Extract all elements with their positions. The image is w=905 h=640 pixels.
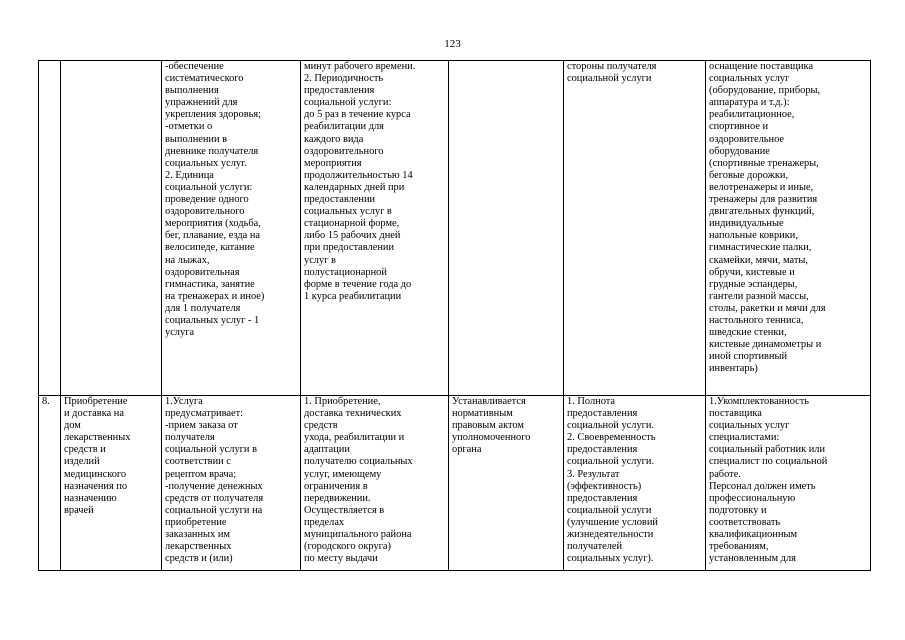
cell-text-line: Приобретение	[64, 396, 128, 407]
cell-text-line: 2. Периодичность	[304, 73, 384, 85]
cell-service-terms	[301, 396, 449, 571]
cell-text-line: 1.Услуга	[165, 396, 203, 407]
cell-text-line: получателю социальных	[304, 456, 413, 468]
cell-text-line: Устанавливается	[452, 396, 526, 407]
cell-text-line: адаптации	[304, 444, 350, 456]
cell-text-line: 8.	[42, 396, 50, 407]
cell-text-line: ухода, реабилитации и	[304, 432, 405, 444]
cell-text-line: передвижении.	[304, 492, 371, 504]
cell-text-line: тренажеры для развития	[709, 194, 818, 206]
cell-text-line: на тренажерах и иное)	[165, 290, 265, 302]
cell-text-line: услуг, имеющему	[304, 468, 382, 480]
cell-text-line: минут рабочего времени.	[304, 61, 416, 72]
cell-text-line: установленным для	[709, 553, 796, 565]
cell-text-line: оздоровительного	[165, 206, 245, 218]
cell-text-line: скамейки, мячи, маты,	[709, 254, 808, 266]
cell-text-line: социальной услуги	[567, 504, 652, 516]
cell-text-line: социальных услуг в	[304, 206, 392, 218]
cell-tariff	[449, 396, 564, 571]
cell-text-line: столы, ракетки и мячи для	[709, 302, 826, 314]
cell-text-line: получателя	[165, 432, 215, 444]
cell-quality-indicators	[564, 61, 706, 396]
cell-text-line: -обеспечение	[165, 61, 224, 72]
cell-text-line: услуга	[165, 327, 195, 339]
cell-text-line: по месту выдачи	[304, 553, 378, 565]
cell-text-line: нормативным	[452, 408, 513, 420]
cell-text-line: стороны получателя	[567, 61, 657, 72]
cell-text-line: назначения по	[64, 480, 128, 492]
cell-text-line: календарных дней при	[304, 181, 405, 193]
cell-text-line: 2. Единица	[165, 169, 214, 181]
cell-text-line: проведение одного	[165, 194, 249, 206]
cell-text-line: предоставления	[567, 492, 638, 504]
cell-text-line: (эффективность)	[567, 480, 642, 492]
cell-text-line: ограничения в	[304, 480, 368, 492]
cell-text-line: требованиям,	[709, 541, 769, 553]
cell-text-line: укрепления здоровья;	[165, 109, 262, 121]
cell-text-line: социальной услуги:	[165, 181, 253, 193]
cell-text-line: (оборудование, приборы,	[709, 85, 821, 97]
cell-text-line: средств и (или)	[165, 553, 233, 565]
cell-text-line: реабилитационное,	[709, 109, 795, 121]
cell-text-line: медицинского	[64, 468, 127, 480]
cell-text-line: (улучшение условий	[567, 516, 658, 528]
cell-text-line: грудные эспандеры,	[709, 278, 798, 290]
cell-text-line: муниципального района	[304, 529, 412, 541]
cell-text-line: оборудование	[709, 145, 770, 157]
cell-text-line: 2. Своевременность	[567, 432, 656, 444]
cell-text-line: беговые дорожки,	[709, 169, 789, 181]
cell-text-line: каждого вида	[304, 133, 364, 145]
cell-text-line: социальной услуги:	[304, 97, 392, 109]
cell-text-line: -отметки о	[165, 121, 213, 133]
cell-text-line: 1. Приобретение,	[304, 396, 381, 407]
cell-text-line: 1 курса реабилитации	[304, 290, 402, 302]
cell-text-line: гимнастические палки,	[709, 242, 812, 254]
cell-service-content	[162, 61, 301, 396]
cell-number	[39, 61, 61, 396]
cell-text-line: социальной услуги.	[567, 420, 655, 432]
cell-text-line: -прием заказа от	[165, 420, 238, 432]
cell-text-line: Осуществляется в	[304, 504, 385, 516]
cell-text-line: шведские стенки,	[709, 327, 787, 339]
cell-text-line: средств от получателя	[165, 492, 264, 504]
cell-text-line: велосипеде, катание	[165, 242, 255, 254]
cell-text-line: полустационарной	[304, 266, 387, 278]
cell-text-line: стационарной форме,	[304, 218, 400, 230]
cell-text-line: квалификационным	[709, 529, 798, 541]
cell-text-line: профессиональную	[709, 492, 796, 504]
cell-text-line: предусматривает:	[165, 408, 244, 420]
cell-text-line: услуг в	[304, 254, 336, 266]
cell-text-line: социальной услуги на	[165, 504, 263, 516]
cell-text-line: напольные коврики,	[709, 230, 798, 242]
cell-text-line: лекарственных	[64, 432, 131, 444]
cell-text-line: гантели разной массы,	[709, 290, 809, 302]
cell-text-line: предоставления	[567, 408, 638, 420]
cell-text-line: пределах	[304, 516, 345, 528]
cell-text-line: социальных услуг).	[567, 553, 654, 565]
cell-text-line: выполнении в	[165, 133, 228, 145]
cell-service-terms	[301, 61, 449, 396]
cell-text-line: социальных услуг	[709, 73, 790, 85]
cell-text-line: настольного тенниса,	[709, 314, 804, 326]
cell-text-line: продолжительностью 14	[304, 169, 413, 181]
cell-text-line: получателей	[567, 541, 623, 553]
cell-tariff	[449, 61, 564, 396]
cell-text-line: назначению	[64, 492, 117, 504]
cell-text-line: двигательных функций,	[709, 206, 815, 218]
cell-text-line: 1. Полнота	[567, 396, 616, 407]
cell-text-line: рецептом врача;	[165, 468, 237, 480]
cell-text-line: мероприятия	[304, 157, 362, 169]
cell-text-line: правовым актом	[452, 420, 524, 432]
cell-text-line: дневнике получателя	[165, 145, 259, 157]
cell-text-line: инвентарь)	[709, 363, 758, 375]
cell-text-line: -получение денежных	[165, 480, 263, 492]
cell-text-line: соответствии с	[165, 456, 231, 468]
cell-text-line: оздоровительное	[709, 133, 785, 145]
cell-text-line: оснащение поставщика	[709, 61, 814, 72]
cell-text-line: 3. Результат	[567, 468, 620, 480]
cell-text-line: доставка технических	[304, 408, 402, 420]
cell-text-line: Персонал должен иметь	[709, 480, 816, 492]
cell-text-line: гимнастика, занятие	[165, 278, 255, 290]
cell-text-line: социальных услуг.	[165, 157, 247, 169]
cell-text-line: (спортивные тренажеры,	[709, 157, 819, 169]
cell-text-line: социальной услуги.	[567, 456, 655, 468]
cell-text-line: специалист по социальной	[709, 456, 828, 468]
cell-text-line: реабилитации для	[304, 121, 384, 133]
cell-text-line: и доставка на	[64, 408, 124, 420]
cell-service-name	[61, 61, 162, 396]
cell-text-line: на лыжах,	[165, 254, 210, 266]
cell-text-line: работе.	[709, 468, 741, 480]
cell-text-line: для 1 получателя	[165, 302, 241, 314]
cell-text-line: аппаратура и т.д.):	[709, 97, 790, 109]
cell-text-line: социальный работник или	[709, 444, 826, 456]
cell-text-line: бег, плавание, езда на	[165, 230, 261, 242]
cell-text-line: либо 15 рабочих дней	[304, 230, 401, 242]
cell-text-line: оздоровительного	[304, 145, 384, 157]
table-row	[39, 396, 871, 571]
cell-provision-conditions	[706, 61, 871, 396]
cell-provision-conditions	[706, 396, 871, 571]
cell-text-line: (городского округа)	[304, 541, 391, 553]
cell-text-line: уполномоченного	[452, 432, 531, 444]
page-number: 123	[444, 38, 461, 50]
cell-text-line: средств и	[64, 444, 106, 456]
cell-quality-indicators	[564, 396, 706, 571]
cell-text-line: кистевые динамометры и	[709, 339, 822, 351]
cell-text-line: иной спортивный	[709, 351, 788, 363]
cell-text-line: велотренажеры и иные,	[709, 181, 814, 193]
cell-text-line: социальной услуги	[567, 73, 652, 85]
cell-text-line: врачей	[64, 504, 94, 516]
cell-text-line: жизнедеятельности	[567, 529, 654, 541]
cell-text-line: социальной услуги в	[165, 444, 257, 456]
cell-text-line: поставщика	[709, 408, 762, 420]
cell-text-line: до 5 раз в течение курса	[304, 109, 411, 121]
cell-text-line: индивидуальные	[709, 218, 784, 230]
cell-text-line: заказанных им	[165, 529, 230, 541]
cell-text-line: 1.Укомплектованность	[709, 396, 810, 407]
cell-text-line: систематического	[165, 73, 244, 85]
cell-text-line: мероприятия (ходьба,	[165, 218, 261, 230]
cell-text-line: предоставления	[567, 444, 638, 456]
cell-text-line: выполнения	[165, 85, 219, 97]
cell-text-line: спортивное и	[709, 121, 769, 133]
cell-text-line: форме в течение года до	[304, 278, 412, 290]
cell-text-line: предоставления	[304, 85, 375, 97]
table-row	[39, 61, 871, 396]
cell-text-line: упражнений для	[165, 97, 238, 109]
cell-text-line: социальных услуг	[709, 420, 790, 432]
cell-text-line: подготовку и	[709, 504, 767, 516]
cell-text-line: приобретение	[165, 516, 227, 528]
cell-text-line: специалистами:	[709, 432, 780, 444]
cell-text-line: соответствовать	[709, 516, 781, 528]
cell-text-line: средств	[304, 420, 338, 432]
cell-service-name	[61, 396, 162, 571]
cell-text-line: органа	[452, 444, 482, 456]
cell-service-content	[162, 396, 301, 571]
cell-number	[39, 396, 61, 571]
services-table	[38, 60, 871, 571]
cell-text-line: при предоставлении	[304, 242, 395, 254]
cell-text-line: оздоровительная	[165, 266, 240, 278]
cell-text-line: социальных услуг - 1	[165, 314, 260, 326]
cell-text-line: изделий	[64, 456, 100, 468]
cell-text-line: дом	[64, 420, 81, 432]
cell-text-line: лекарственных	[165, 541, 232, 553]
cell-text-line: обручи, кистевые и	[709, 266, 795, 278]
cell-text-line: предоставлении	[304, 194, 376, 206]
